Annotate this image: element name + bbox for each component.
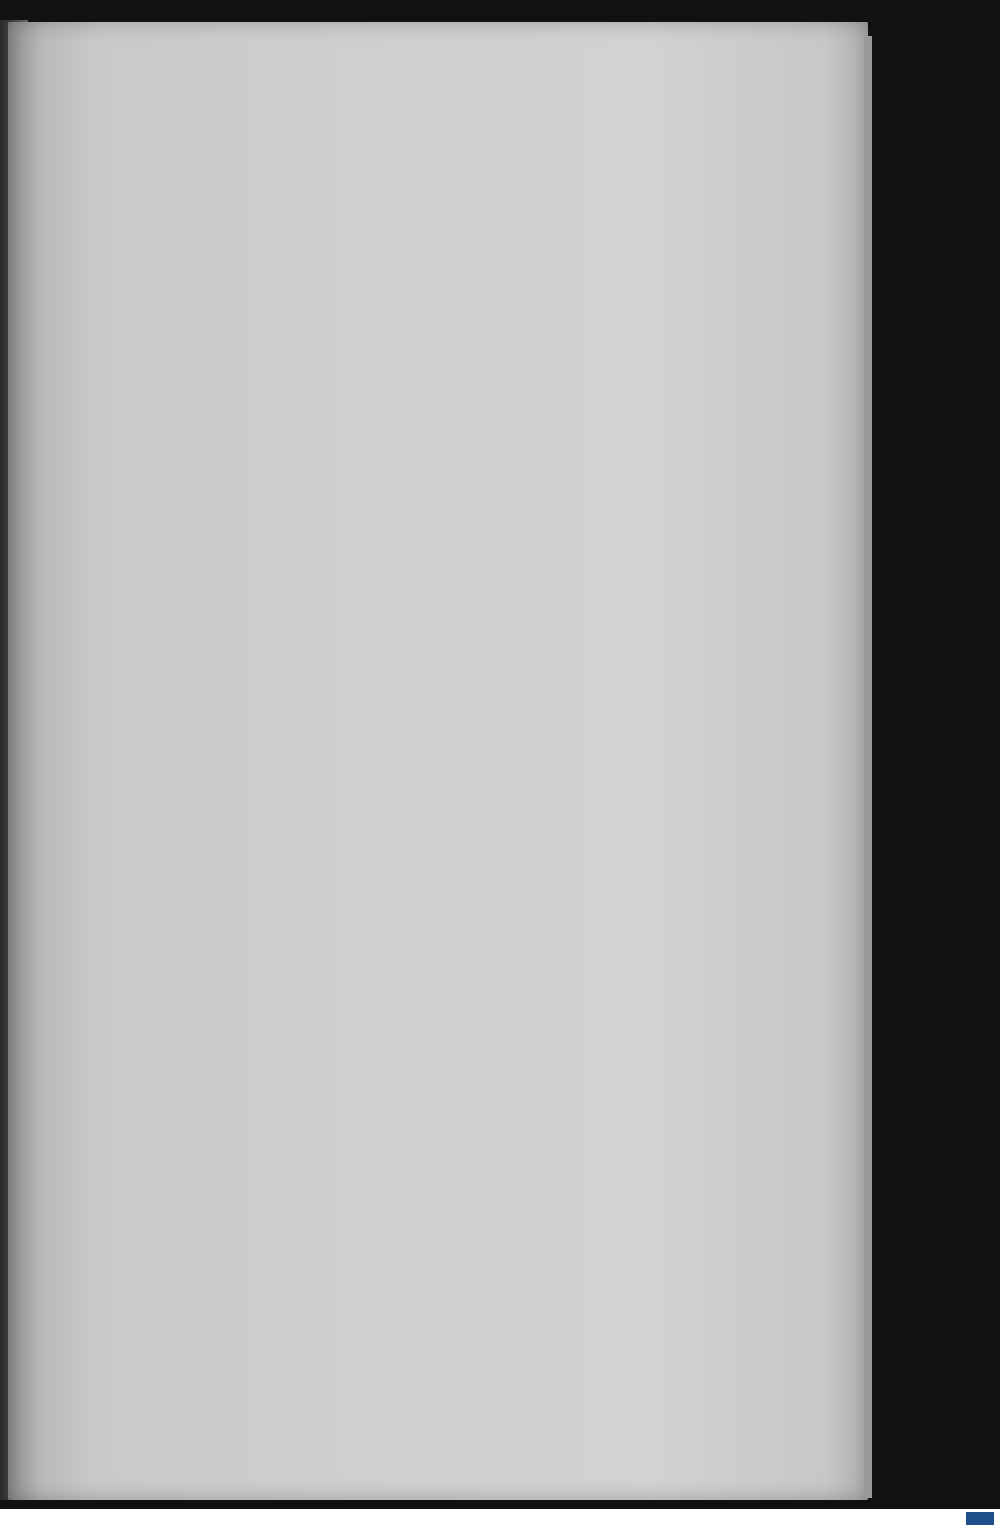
book-page [8,22,868,1500]
footer-bar [0,1509,1000,1529]
dfg-logo-icon [966,1512,994,1525]
drop-cap [18,813,60,903]
page-edge [864,36,872,1498]
